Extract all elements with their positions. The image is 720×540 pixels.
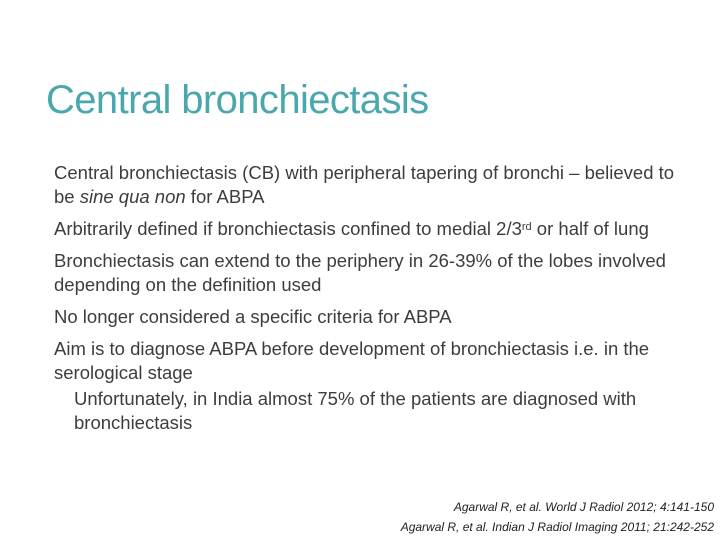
sub-bullet-india-statistic: Unfortunately, in India almost 75% of the patients are diagnosed with bronchiectasis	[74, 388, 637, 433]
bullet-italic-text: sine qua non	[79, 186, 186, 207]
bullet-central-bronchiectasis	[54, 161, 694, 209]
bullet-arbitrary-definition	[54, 217, 694, 241]
reference-item: Agarwal R, et al. World J Radiol 2012; 4:141-150	[453, 500, 714, 514]
bullet-text: Central bronchiectasis (CB) with peripheral tapering of bronchi – believed to be	[54, 162, 675, 207]
slide-title: Central bronchiectasis	[46, 78, 429, 122]
reference-item: Agarwal R, et al. Indian J Radiol Imaging 2011; 21:242-252	[400, 520, 714, 534]
bullet-superscript: rd	[521, 221, 532, 233]
bullet-diagnose-early: Aim is to diagnose ABPA before development of bronchiectasis i.e. in the serological stage	[54, 338, 650, 383]
bullet-text: Arbitrarily defined if bronchiectasis confined to medial 2/3	[54, 218, 522, 239]
references	[401, 497, 714, 537]
bullet-text: or half of lung	[531, 218, 649, 239]
bullet-list	[54, 161, 694, 443]
bullet-text: for ABPA	[185, 186, 265, 207]
bullet-not-specific: No longer considered a specific criteria for ABPA	[54, 306, 452, 327]
bullet-periphery-extension: Bronchiectasis can extend to the periphery in 26-39% of the lobes involved depending on the definition used	[54, 250, 666, 295]
